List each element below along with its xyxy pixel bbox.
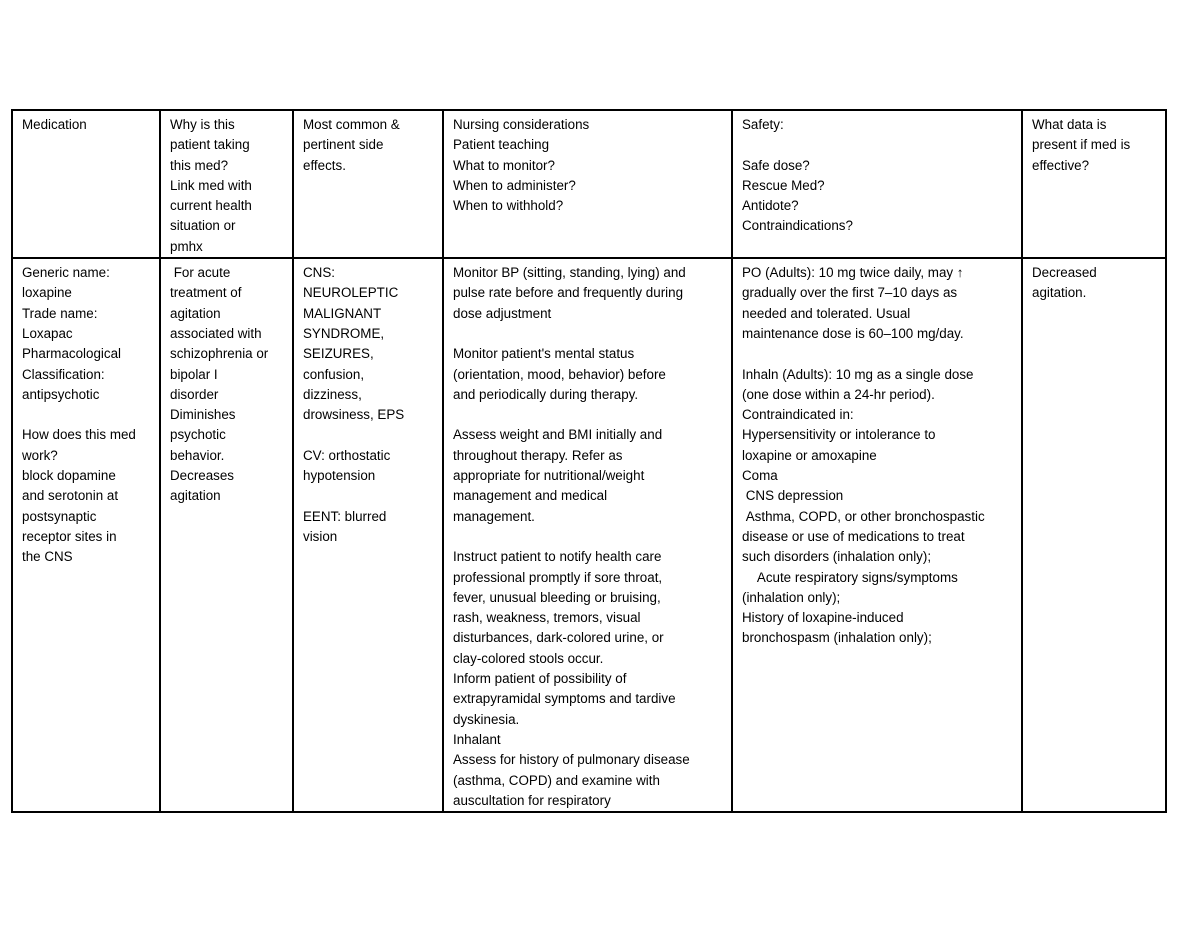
header-side-effects: Most common & pertinent side effects. bbox=[293, 110, 443, 258]
header-nursing-considerations: Nursing considerations Patient teaching What to monitor? When to administer? When to withhold? bbox=[443, 110, 732, 258]
cell-effectiveness: Decreased agitation. bbox=[1022, 258, 1166, 812]
medication-row bbox=[12, 258, 1166, 812]
header-effectiveness: What data is present if med is effective? bbox=[1022, 110, 1166, 258]
cell-safety: PO (Adults): 10 mg twice daily, may ↑ gradually over the first 7–10 days as needed and tolerated. Usual maintenance dose is 60–100 mg/day. Inhaln (Adults): 10 mg as a single dose (one dose within a 24-hr period). Contraindicated in: Hypersensitivity or intolerance to loxapine or amoxapine Coma CNS depression Asthma, COPD, or other bronchospastic disease or use of medications to treat such disorders (inhalation only); Acute respiratory signs/symptoms (inhalation only); History of loxapine-induced bronchospasm (inhalation only); bbox=[732, 258, 1022, 812]
medication-card-table bbox=[11, 109, 1167, 813]
header-medication: Medication bbox=[12, 110, 160, 258]
cell-why-taking: For acute treatment of agitation associated with schizophrenia or bipolar I disorder Diminishes psychotic behavior. Decreases agitation bbox=[160, 258, 293, 812]
header-row bbox=[12, 110, 1166, 258]
cell-nursing-considerations: Monitor BP (sitting, standing, lying) and pulse rate before and frequently during dose adjustment Monitor patient's mental status (orientation, mood, behavior) before and periodically during therapy. Assess weight and BMI initially and throughout therapy. Refer as appropriate for nutritional/weight management and medical management. Instruct patient to notify health care professional promptly if sore throat, fever, unusual bleeding or bruising, rash, weakness, tremors, visual disturbances, dark-colored urine, or clay-colored stools occur. Inform patient of possibility of extrapyramidal symptoms and tardive dyskinesia. Inhalant Assess for history of pulmonary disease (asthma, COPD) and examine with auscultation for respiratory bbox=[443, 258, 732, 812]
cell-medication: Generic name: loxapine Trade name: Loxapac Pharmacological Classification: antipsychotic How does this med work? block dopamine and serotonin at postsynaptic receptor sites in the CNS bbox=[12, 258, 160, 812]
header-safety: Safety: Safe dose? Rescue Med? Antidote? Contraindications? bbox=[732, 110, 1022, 258]
header-why-taking: Why is this patient taking this med? Link med with current health situation or pmhx bbox=[160, 110, 293, 258]
cell-side-effects: CNS: NEUROLEPTIC MALIGNANT SYNDROME, SEIZURES, confusion, dizziness, drowsiness, EPS CV: orthostatic hypotension EENT: blurred vision bbox=[293, 258, 443, 812]
